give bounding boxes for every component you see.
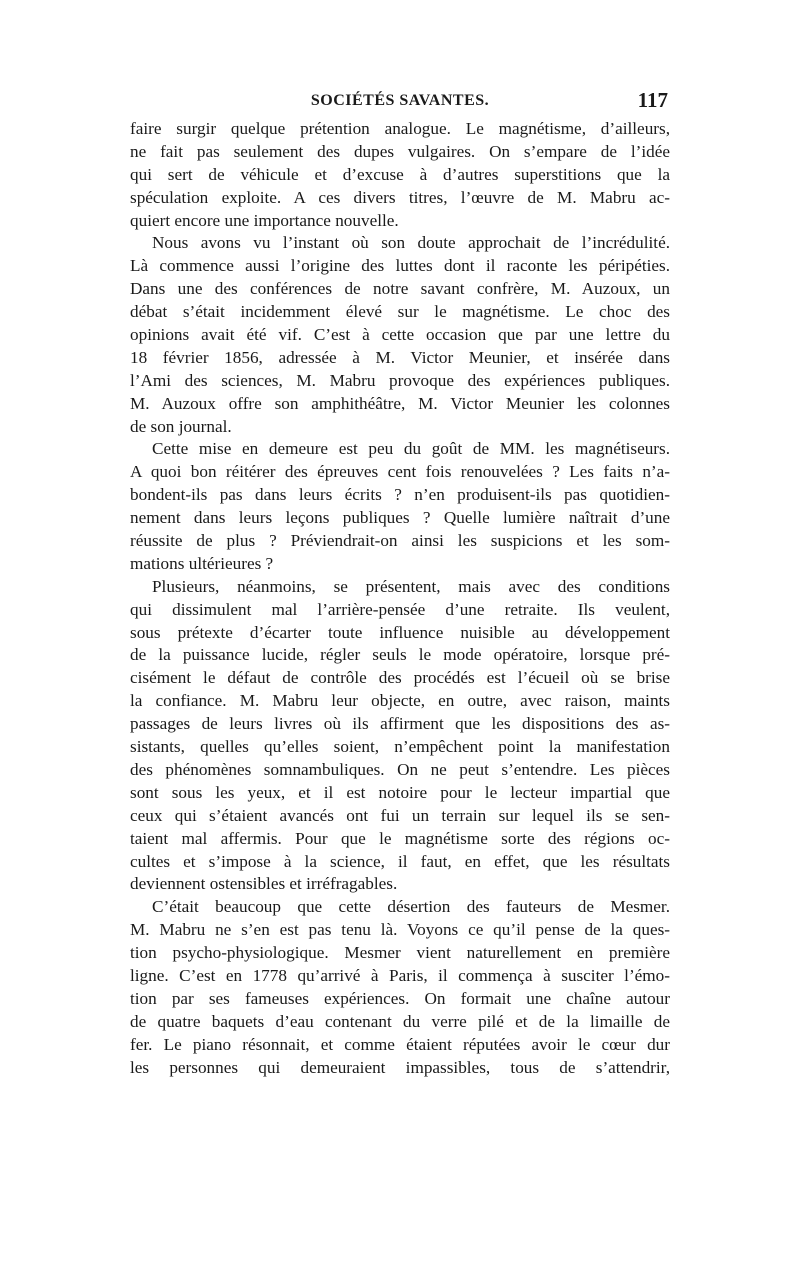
text-line: Dans une des conférences de notre savant confrère, M. Auzoux, un (130, 279, 670, 299)
text-line: l’Ami des sciences, M. Mabru provoque des expériences publiques. (130, 370, 670, 390)
text-line: les personnes qui demeuraient impassibles, tous de s’attendrir, (130, 1057, 670, 1077)
text-line: 18 février 1856, adressée à M. Victor Meunier, et insérée dans (130, 347, 670, 367)
text-line: Cette mise en demeure est peu du goût de MM. les magnétiseurs. (152, 439, 670, 459)
text-line: passages de leurs livres où ils affirment que les dispositions des as- (130, 714, 670, 734)
text-line: tion psycho-physiologique. Mesmer vient naturellement en première (130, 943, 670, 963)
text-line: opinions avait été vif. C’est à cette occasion que par une lettre du (130, 325, 670, 345)
text-line: Là commence aussi l’origine des luttes dont il raconte les péripéties. (130, 256, 670, 276)
text-line: sous prétexte d’écarter toute influence nuisible au développement (130, 622, 670, 642)
text-line: cultes et s’impose à la science, il faut, en effet, que les résultats (130, 851, 670, 871)
text-line: fer. Le piano résonnait, et comme étaient réputées avoir le cœur dur (130, 1034, 670, 1054)
text-line: quiert encore une importance nouvelle. (130, 210, 399, 230)
text-line: de la puissance lucide, régler seuls le mode opératoire, lorsque pré- (130, 645, 670, 665)
text-line: M. Auzoux offre son amphithéâtre, M. Victor Meunier les colonnes (130, 393, 670, 413)
text-line: qui dissimulent mal l’arrière-pensée d’une retraite. Ils veulent, (130, 599, 670, 619)
text-line: ceux qui s’étaient avancés ont fui un terrain sur lequel ils se sen- (130, 805, 670, 825)
text-line: taient mal affermis. Pour que le magnétisme sorte des régions oc- (130, 828, 670, 848)
text-line: réussite de plus ? Préviendrait-on ainsi les suspicions et les som- (130, 531, 670, 551)
running-title: SOCIÉTÉS SAVANTES. (310, 92, 490, 109)
text-line: Nous avons vu l’instant où son doute approchait de l’incrédulité. (152, 233, 670, 253)
text-line: sont sous les yeux, et il est notoire pour le lecteur impartial que (130, 782, 670, 802)
text-line: spéculation exploite. A ces divers titres, l’œuvre de M. Mabru ac- (130, 187, 670, 207)
text-line: tion par ses fameuses expériences. On formait une chaîne autour (130, 988, 670, 1008)
text-line: des phénomènes somnambuliques. On ne peut s’entendre. Les pièces (130, 759, 670, 779)
text-line: qui sert de véhicule et d’excuse à d’autres superstitions que la (130, 164, 670, 184)
text-line: débat s’était incidemment élevé sur le magnétisme. Le choc des (130, 302, 670, 322)
text-line: cisément le défaut de contrôle des procédés est l’écueil où se brise (130, 668, 670, 688)
book-page (130, 88, 670, 1079)
text-line: nement dans leurs leçons publiques ? Quelle lumière naîtrait d’une (130, 508, 670, 528)
body-text (130, 118, 670, 1079)
running-head (130, 88, 670, 118)
page-number: 117 (637, 88, 668, 112)
text-line: A quoi bon réitérer des épreuves cent fois renouvelées ? Les faits n’a- (130, 462, 670, 482)
text-line: ligne. C’est en 1778 qu’arrivé à Paris, il commença à susciter l’émo- (130, 965, 670, 985)
text-line: deviennent ostensibles et irréfragables. (130, 874, 398, 894)
text-line: bondent-ils pas dans leurs écrits ? n’en produisent-ils pas quotidien- (130, 485, 670, 505)
text-line: sistants, quelles qu’elles soient, n’empêchent point la manifestation (130, 737, 670, 757)
text-line: de son journal. (130, 416, 232, 436)
text-line: mations ultérieures ? (130, 553, 274, 573)
text-line: la confiance. M. Mabru leur objecte, en outre, avec raison, maints (130, 691, 670, 711)
text-line: Plusieurs, néanmoins, se présentent, mais avec des conditions (152, 576, 670, 596)
text-line: C’était beaucoup que cette désertion des fauteurs de Mesmer. (152, 897, 670, 917)
text-line: faire surgir quelque prétention analogue. Le magnétisme, d’ailleurs, (130, 119, 670, 138)
text-line: M. Mabru ne s’en est pas tenu là. Voyons ce qu’il pense de la ques- (130, 920, 670, 940)
text-line: ne fait pas seulement des dupes vulgaires. On s’empare de l’idée (130, 141, 670, 161)
text-line: de quatre baquets d’eau contenant du verre pilé et de la limaille de (130, 1011, 670, 1031)
